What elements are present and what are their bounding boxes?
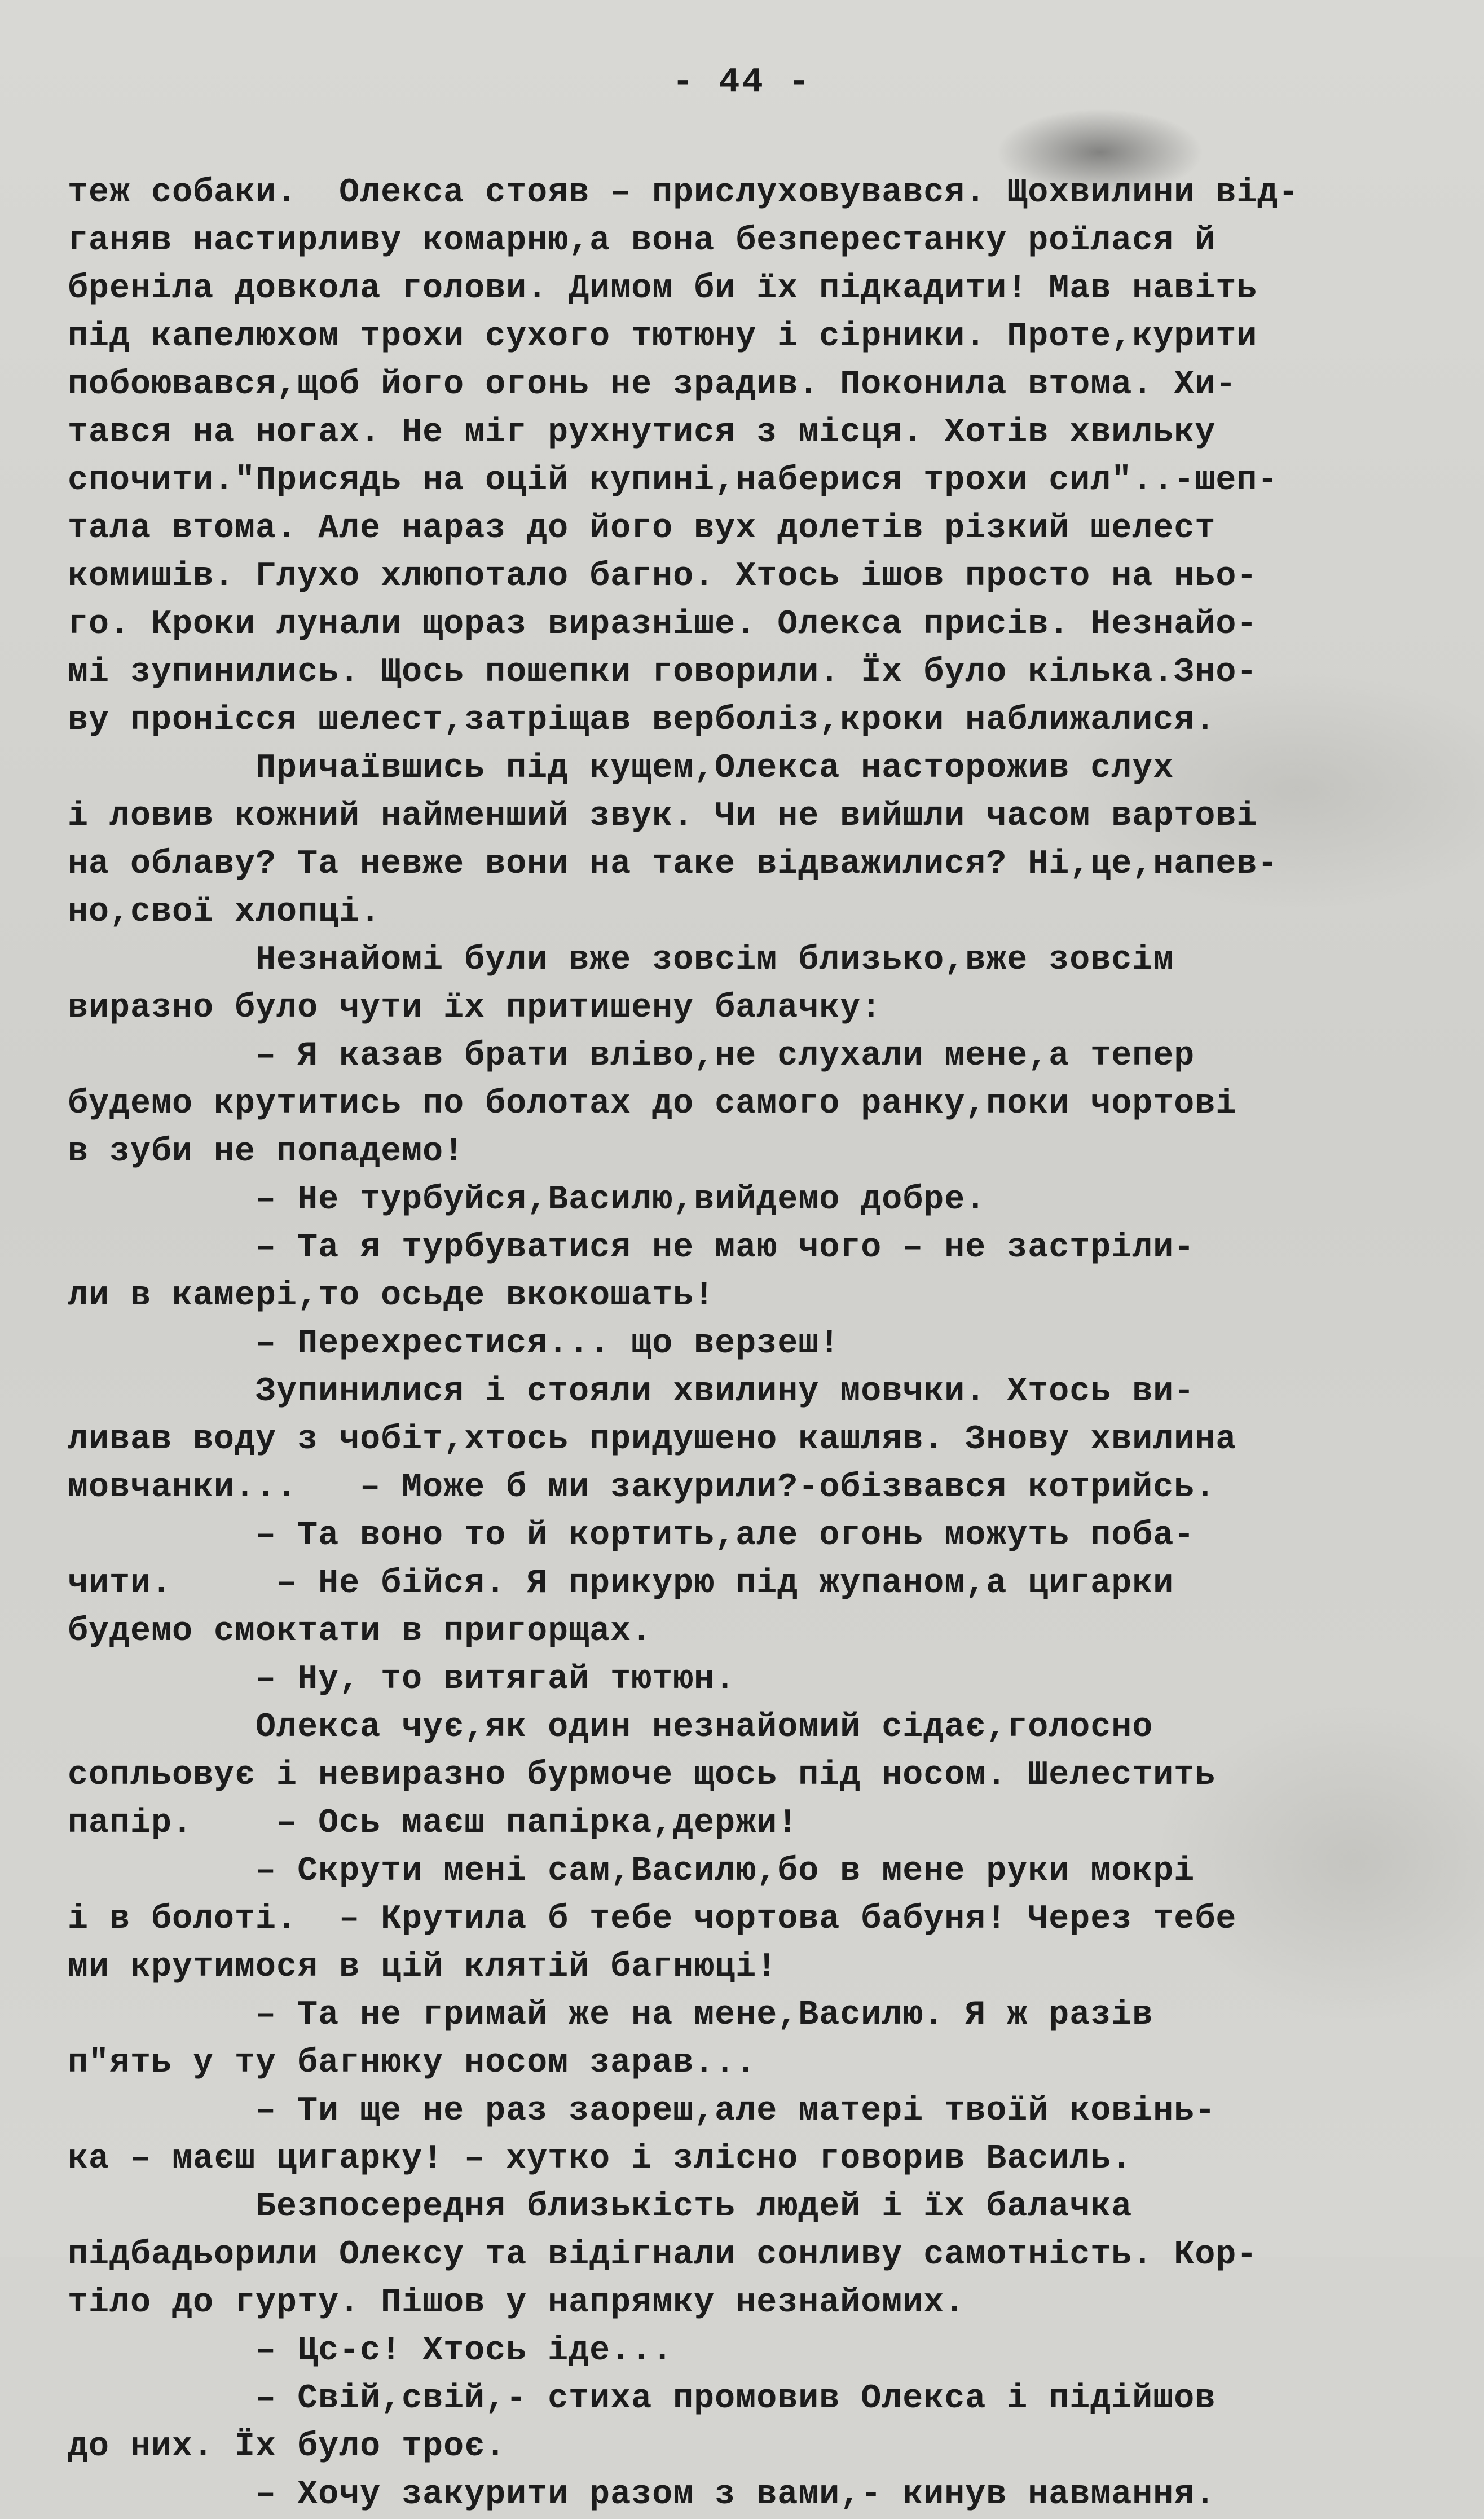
text-line: – Скрути мені сам,Василю,бо в мене руки мокрі [68,1852,1195,1891]
text-line: п"ять у ту багнюку носом зарав... [68,2044,757,2082]
text-line: папір. – Ось маєш папірка,держи! [68,1804,799,1843]
text-line: – Та воно то й кортить,але огонь можуть поба- [68,1516,1195,1555]
page-text [68,169,1410,2519]
text-line: – Свій,свій,- стиха промовив Олекса і підійшов [68,2380,1216,2418]
text-line: і ловив кожний найменший звук. Чи не вийшли часом вартові [68,797,1258,836]
text-line: комишів. Глухо хлюпотало багно. Хтось ішов просто на ньо- [68,557,1258,596]
text-line: го. Кроки лунали щораз виразніше. Олекса присів. Незнайо- [68,605,1258,644]
text-line: мовчанки... – Може б ми закурили?-обізвався котрийсь. [68,1469,1216,1507]
text-line: теж собаки. Олекса стояв – прислуховувався. Щохвилини від- [68,174,1300,212]
text-line: – Ну, то витягай тютюн. [68,1660,736,1699]
text-line: будемо крутитись по болотах до самого ранку,поки чортові [68,1085,1237,1123]
text-line: ганяв настирливу комарню,а вона безперестанку роїлася й [68,222,1216,260]
text-line: Олекса чує,як один незнайомий сідає,голосно [68,1708,1153,1747]
text-line: – Ти ще не раз заореш,але матері твоїй ковінь- [68,2092,1216,2130]
text-line: до них. Їх було троє. [68,2428,507,2466]
text-line: в зуби не попадемо! [68,1133,465,1171]
text-line: будемо смоктати в пригорщах. [68,1612,653,1651]
text-line: і в болоті. – Крутила б тебе чортова бабуня! Через тебе [68,1900,1237,1938]
text-line: – Та не гримай же на мене,Василю. Я ж разів [68,1996,1153,2034]
text-line: но,свої хлопці. [68,893,381,931]
text-line: мі зупинились. Щось пошепки говорили. Їх було кілька.Зно- [68,653,1258,692]
text-line: Зупинилися і стояли хвилину мовчки. Хтось ви- [68,1373,1195,1411]
text-line: – Не турбуйся,Василю,вийдемо добре. [68,1181,987,1219]
text-line: побоювався,щоб його огонь не зрадив. Поконила втома. Хи- [68,366,1237,404]
text-line: Незнайомі були вже зовсім близько,вже зовсім [68,941,1174,979]
text-line: сопльовує і невиразно бурмоче щось під носом. Шелестить [68,1756,1216,1795]
text-line: під капелюхом трохи сухого тютюну і сірники. Проте,курити [68,318,1258,356]
text-line: – Хочу закурити разом з вами,- кинув навмання. [68,2476,1216,2514]
text-line: – Та я турбуватися не маю чого – не застріли- [68,1229,1195,1267]
text-line: ливав воду з чобіт,хтось придушено кашляв. Знову хвилина [68,1421,1237,1459]
text-line: – Цс-с! Хтось іде... [68,2332,673,2370]
text-line: ми крутимося в цій клятій багнюці! [68,1948,778,1986]
text-line: – Перехрестися... що верзеш! [68,1325,840,1363]
text-line: бреніла довкола голови. Димом би їх підкадити! Мав навіть [68,270,1258,308]
text-line: спочити."Присядь на оцій купині,наберися трохи сил"..-шеп- [68,461,1279,500]
text-line: ву пронісся шелест,затріщав верболіз,кроки наближалися. [68,701,1216,740]
text-line: виразно було чути їх притишену балачку: [68,989,882,1027]
text-line: Причаївшись під кущем,Олекса насторожив слух [68,749,1174,788]
text-line: підбадьорили Олексу та відігнали сонливу самотність. Кор- [68,2236,1258,2274]
text-line: ка – маєш цигарку! – хутко і злісно говорив Василь. [68,2140,1133,2178]
text-line: ли в камері,то осьде вкокошать! [68,1277,715,1315]
text-line: тала втома. Але нараз до його вух долетів різкий шелест [68,509,1216,548]
text-line: чити. – Не бійся. Я прикурю під жупаном,а цигарки [68,1564,1174,1603]
text-line: – Я казав брати вліво,не слухали мене,а тепер [68,1037,1195,1075]
text-line: тався на ногах. Не міг рухнутися з місця. Хотів хвильку [68,414,1216,452]
text-line: на облаву? Та невже вони на таке відважилися? Ні,це,напев- [68,845,1279,883]
page-number: - 44 - [672,62,812,102]
text-line: тіло до гурту. Пішов у напрямку незнайомих. [68,2284,966,2322]
text-line: Безпосередня близькість людей і їх балачка [68,2188,1133,2226]
